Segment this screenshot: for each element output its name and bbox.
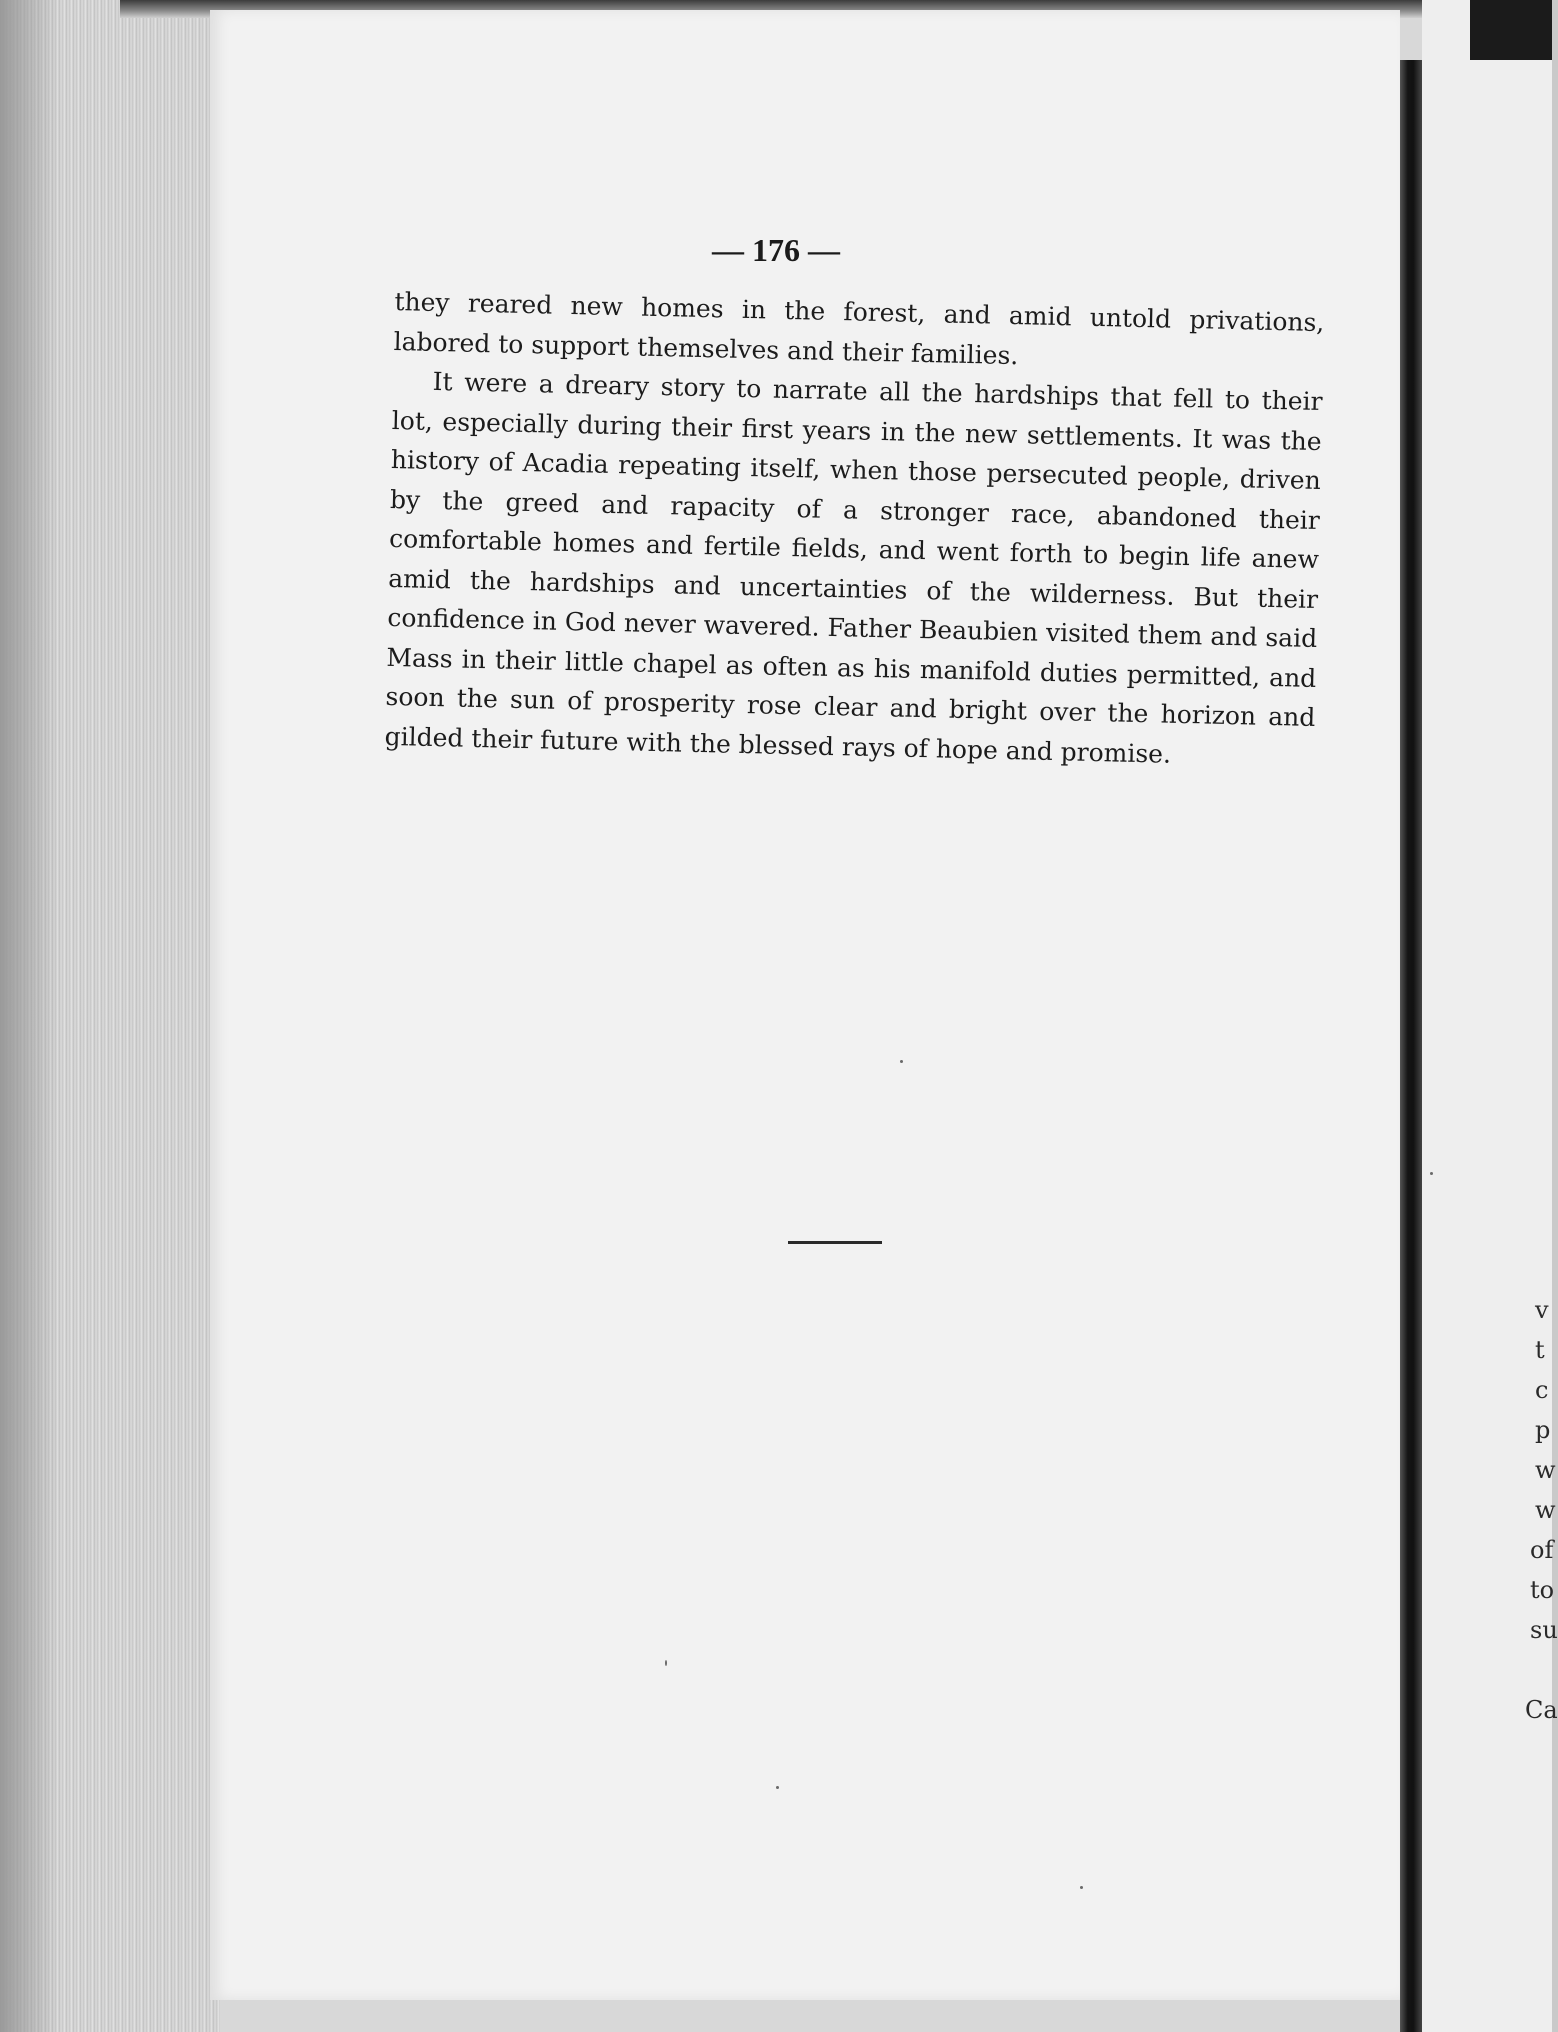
adjacent-text-fragment: p bbox=[1535, 1416, 1551, 1444]
adjacent-page-shadow bbox=[1470, 0, 1552, 60]
page-number: — 176 — bbox=[712, 232, 840, 268]
adjacent-text-fragment: w bbox=[1535, 1496, 1556, 1524]
body-text bbox=[384, 282, 1325, 777]
paper-speck bbox=[1080, 1886, 1083, 1889]
adjacent-page bbox=[1422, 0, 1555, 2032]
paper-speck bbox=[1430, 1172, 1433, 1175]
paper-speck bbox=[665, 1660, 667, 1666]
adjacent-text-fragment: w bbox=[1535, 1456, 1556, 1484]
adjacent-text-fragment: t bbox=[1535, 1336, 1545, 1364]
paragraph-1: they reared new homes in the forest, and amid untold privations, labored to support themselves and their families. bbox=[393, 286, 1325, 370]
adjacent-text-fragment: su bbox=[1530, 1616, 1558, 1644]
book-gutter bbox=[1400, 60, 1422, 2032]
page-edge-shadow bbox=[0, 0, 60, 2032]
paper-speck bbox=[776, 1786, 779, 1789]
adjacent-text-fragment: c bbox=[1535, 1376, 1549, 1404]
end-of-chapter-rule bbox=[788, 1241, 882, 1244]
paragraph-2: It were a dreary story to narrate all the hardships that fell to their lot, especially during their first years in the new settlements. It was the history of Acadia repeating itself, when those persecuted people, driven by the greed and rapacity of a stronger race, abandoned their comfortable homes and fertile fields, and went forth to begin life anew amid the hardships and uncertainties of the wilderness. But their confidence in God never wavered. Father Beaubien visited them and said Mass in their little chapel as often as his manifold duties permitted, and soon the sun of prosperity rose clear and bright over the horizon and gilded their future with the blessed rays of hope and promise. bbox=[384, 366, 1323, 769]
adjacent-text-fragment: Ca bbox=[1525, 1696, 1558, 1724]
adjacent-text-fragment: of bbox=[1530, 1536, 1554, 1564]
adjacent-text-fragment: to bbox=[1530, 1576, 1555, 1604]
adjacent-text-fragment: v bbox=[1535, 1296, 1549, 1324]
paper-speck bbox=[900, 1060, 903, 1063]
